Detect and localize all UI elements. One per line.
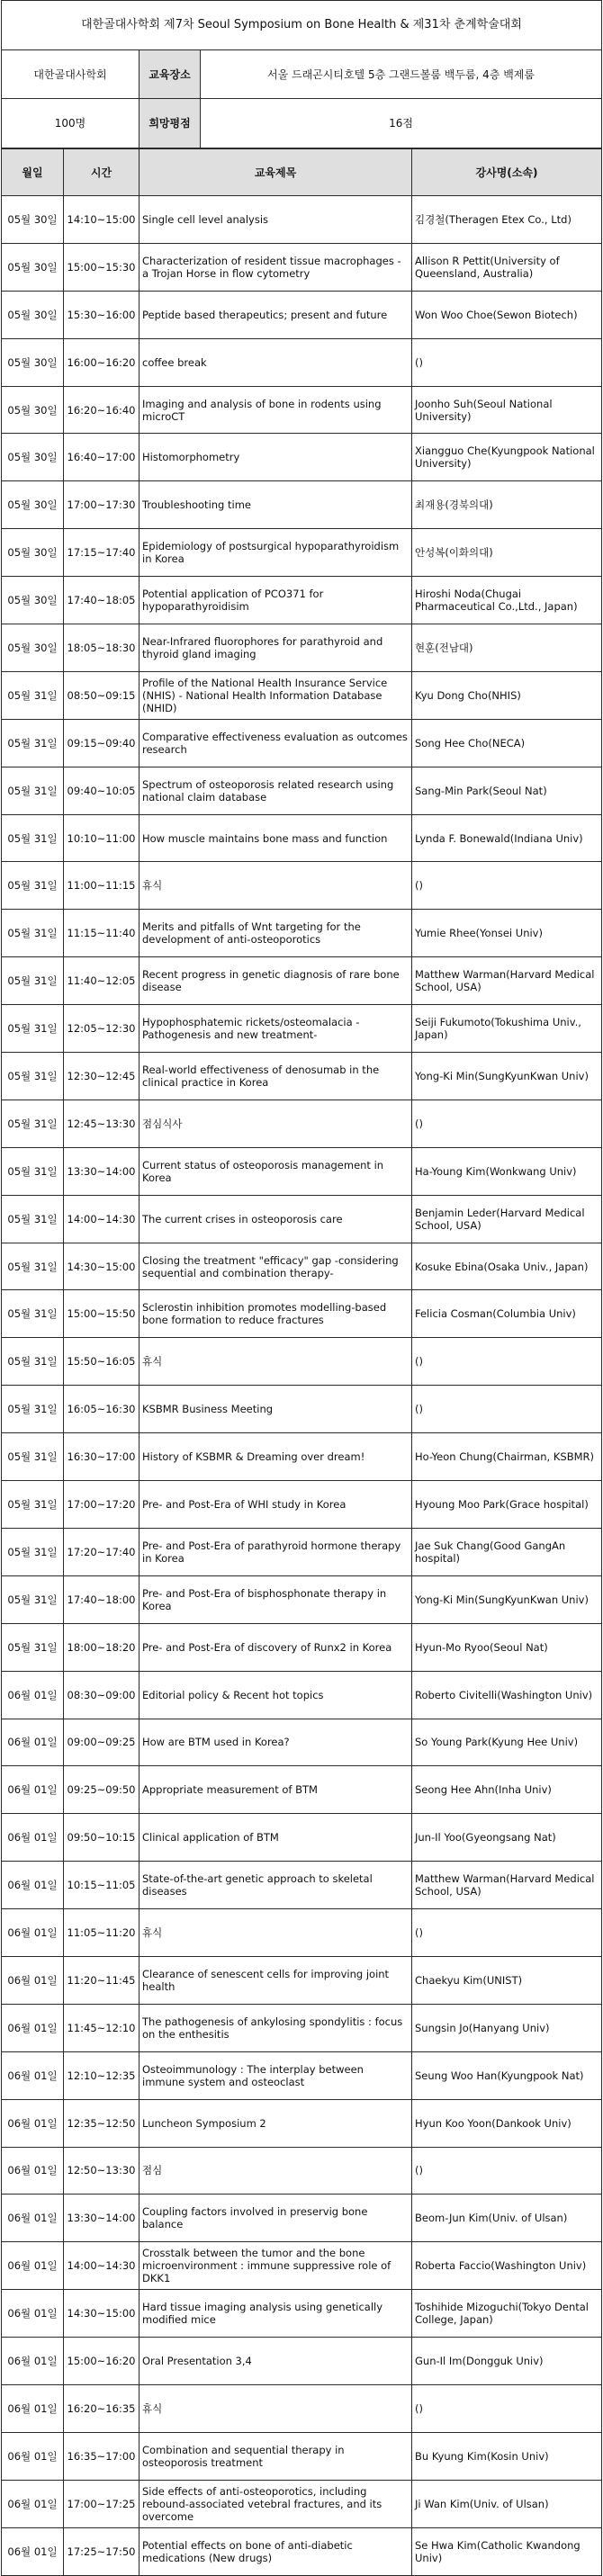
title-cell: 점심식사 [140,1100,412,1147]
table-row [2,2432,602,2480]
time-cell: 16:00~16:20 [64,338,140,386]
title-cell: Closing the treatment "efficacy" gap -considering sequential and combination therapy- [140,1243,412,1290]
title-cell: Editorial policy & Recent hot topics [140,1671,412,1719]
table-row [2,957,602,1005]
time-cell: 11:05~11:20 [64,1909,140,1957]
title-cell: How are BTM used in Korea? [140,1719,412,1766]
speaker-cell: Seung Woo Han(Kyungpook Nat) [412,2051,602,2099]
time-cell: 17:20~17:40 [64,1528,140,1575]
speaker-cell: () [412,2384,602,2432]
title-cell: Real-world effectiveness of denosumab in the clinical practice in Korea [140,1053,412,1100]
table-row [2,434,602,481]
table-row [2,910,602,957]
date-cell: 06월 01일 [2,2527,64,2575]
table-row [2,1671,602,1719]
title-cell: Profile of the National Health Insurance Service (NHIS) - National Health Information Database (NHID) [140,671,412,719]
time-cell: 15:30~16:00 [64,291,140,338]
title-cell: Clearance of senescent cells for improving joint health [140,1956,412,2004]
time-cell: 18:05~18:30 [64,624,140,672]
speaker-cell: 최재용(경북의대) [412,481,602,529]
table-row [2,2290,602,2338]
title-cell: 휴식 [140,862,412,910]
title-cell: Oral Presentation 3,4 [140,2338,412,2385]
time-cell: 12:30~12:45 [64,1053,140,1100]
date-cell: 05월 30일 [2,338,64,386]
capacity-cell: 100명 [2,99,140,148]
title-cell: coffee break [140,338,412,386]
title-cell: Near-Infrared fluorophores for parathyroid and thyroid gland imaging [140,624,412,672]
title-cell: Comparative effectiveness evaluation as outcomes research [140,719,412,767]
title-cell: Characterization of resident tissue macrophages - a Trojan Horse in flow cytometry [140,243,412,291]
table-row [2,1195,602,1243]
table-row [2,2051,602,2099]
speaker-cell: Bu Kyung Kim(Kosin Univ) [412,2432,602,2480]
venue-cell: 서울 드래곤시티호텔 5층 그랜드볼룸 백두룸, 4층 백제룸 [201,50,602,99]
date-cell: 06월 01일 [2,2384,64,2432]
date-cell: 05월 31일 [2,1433,64,1481]
speaker-cell: Roberta Faccio(Washington Univ) [412,2242,602,2290]
speaker-cell: 안성복(이화의대) [412,529,602,577]
title-cell: Pre- and Post-Era of bisphosphonate therapy in Korea [140,1575,412,1623]
table-row [2,1433,602,1481]
title-cell: Hypophosphatemic rickets/osteomalacia - Pathogenesis and new treatment- [140,1005,412,1053]
table-row [2,1909,602,1957]
time-cell: 11:45~12:10 [64,2004,140,2051]
date-cell: 05월 30일 [2,624,64,672]
time-cell: 17:40~18:00 [64,1575,140,1623]
education-sheet [1,0,601,2576]
speaker-cell: Allison R Pettit(University of Queensland, Australia) [412,243,602,291]
speaker-cell: Ji Wan Kim(Univ. of Ulsan) [412,2480,602,2527]
title-cell: Epidemiology of postsurgical hypoparathyroidism in Korea [140,529,412,577]
time-cell: 16:20~16:40 [64,386,140,434]
time-cell: 08:30~09:00 [64,1671,140,1719]
time-cell: 12:45~13:30 [64,1100,140,1147]
speaker-cell: Hyun Koo Yoon(Dankook Univ) [412,2099,602,2147]
title-cell: Hard tissue imaging analysis using genetically modified mice [140,2290,412,2338]
speaker-cell: Ho-Yeon Chung(Chairman, KSBMR) [412,1433,602,1481]
date-cell: 05월 30일 [2,434,64,481]
speaker-cell: Roberto Civitelli(Washington Univ) [412,1671,602,1719]
speaker-cell: Won Woo Choe(Sewon Biotech) [412,291,602,338]
speaker-cell: Sang-Min Park(Seoul Nat) [412,767,602,814]
speaker-cell: () [412,338,602,386]
speaker-cell: Seiji Fukumoto(Tokushima Univ., Japan) [412,1005,602,1053]
date-cell: 05월 31일 [2,1100,64,1147]
column-header-date: 월일 [2,149,64,196]
date-cell: 05월 31일 [2,1386,64,1433]
title-cell: Side effects of anti-osteoporotics, including rebound-associated vetebral fractures, and its overcome [140,2480,412,2527]
date-cell: 06월 01일 [2,2099,64,2147]
title-cell: Potential effects on bone of anti-diabetic medications (New drugs) [140,2527,412,2575]
date-cell: 05월 31일 [2,910,64,957]
date-cell: 05월 30일 [2,529,64,577]
title-cell: Current status of osteoporosis management in Korea [140,1147,412,1195]
date-cell: 05월 31일 [2,1290,64,1338]
speaker-cell: Hiroshi Noda(Chugai Pharmaceutical Co.,Ltd., Japan) [412,577,602,624]
date-cell: 05월 31일 [2,1243,64,1290]
table-row [2,2480,602,2527]
title-cell: Luncheon Symposium 2 [140,2099,412,2147]
time-cell: 14:00~14:30 [64,1195,140,1243]
speaker-cell: Kosuke Ebina(Osaka Univ., Japan) [412,1243,602,1290]
speaker-cell: Joonho Suh(Seoul National University) [412,386,602,434]
table-row [2,1338,602,1386]
speaker-cell: Sungsin Jo(Hanyang Univ) [412,2004,602,2051]
time-cell: 09:50~10:15 [64,1814,140,1862]
time-cell: 14:30~15:00 [64,2290,140,2338]
date-cell: 05월 31일 [2,1575,64,1623]
credit-label: 희망평점 [140,99,201,148]
speaker-cell: Seong Hee Ahn(Inha Univ) [412,1766,602,1814]
table-row [2,1528,602,1575]
table-row [2,2004,602,2051]
column-header-title: 교육제목 [140,149,412,196]
time-cell: 17:00~17:20 [64,1481,140,1529]
speaker-cell: () [412,862,602,910]
speaker-cell: () [412,1386,602,1433]
speaker-cell: Se Hwa Kim(Catholic Kwandong Univ) [412,2527,602,2575]
time-cell: 15:50~16:05 [64,1338,140,1386]
speaker-cell: Yong-Ki Min(SungKyunKwan Univ) [412,1053,602,1100]
time-cell: 14:10~15:00 [64,196,140,244]
speaker-cell: Ha-Young Kim(Wonkwang Univ) [412,1147,602,1195]
table-row [2,2147,602,2195]
speaker-cell: Toshihide Mizoguchi(Tokyo Dental College, Japan) [412,2290,602,2338]
table-row [2,2527,602,2575]
date-cell: 06월 01일 [2,2051,64,2099]
date-cell: 05월 30일 [2,481,64,529]
speaker-cell: Song Hee Cho(NECA) [412,719,602,767]
time-cell: 09:15~09:40 [64,719,140,767]
title-cell: Pre- and Post-Era of WHI study in Korea [140,1481,412,1529]
date-cell: 06월 01일 [2,2290,64,2338]
title-cell: 휴식 [140,1909,412,1957]
speaker-cell: Kyu Dong Cho(NHIS) [412,671,602,719]
table-row [2,624,602,672]
title-cell: Osteoimmunology : The interplay between immune system and osteoclast [140,2051,412,2099]
title-cell: Combination and sequential therapy in osteoporosis treatment [140,2432,412,2480]
table-row [2,386,602,434]
time-cell: 17:25~17:50 [64,2527,140,2575]
table-row [2,1243,602,1290]
table-row [2,719,602,767]
speaker-cell: Yong-Ki Min(SungKyunKwan Univ) [412,1575,602,1623]
title-cell: KSBMR Business Meeting [140,1386,412,1433]
table-row [2,1719,602,1766]
time-cell: 16:05~16:30 [64,1386,140,1433]
title-cell: Imaging and analysis of bone in rodents using microCT [140,386,412,434]
page-title: 대한골대사학회 제7차 Seoul Symposium on Bone Health & 제31차 춘계학술대회 [2,1,602,50]
table-row [2,529,602,577]
table-row [2,481,602,529]
table-row [2,862,602,910]
table-row [2,1956,602,2004]
time-cell: 08:50~09:15 [64,671,140,719]
date-cell: 06월 01일 [2,2195,64,2242]
table-row [2,1481,602,1529]
title-cell: Clinical application of BTM [140,1814,412,1862]
time-cell: 12:35~12:50 [64,2099,140,2147]
time-cell: 10:10~11:00 [64,814,140,862]
date-cell: 06월 01일 [2,1862,64,1909]
speaker-cell: Xiangguo Che(Kyungpook National University) [412,434,602,481]
date-cell: 05월 31일 [2,1195,64,1243]
time-cell: 17:15~17:40 [64,529,140,577]
date-cell: 06월 01일 [2,1956,64,2004]
time-cell: 16:20~16:35 [64,2384,140,2432]
date-cell: 06월 01일 [2,1909,64,1957]
time-cell: 13:30~14:00 [64,1147,140,1195]
title-cell: Appropriate measurement of BTM [140,1766,412,1814]
speaker-cell: Jae Suk Chang(Good GangAn hospital) [412,1528,602,1575]
table-row [2,338,602,386]
organizer-cell: 대한골대사학회 [2,50,140,99]
date-cell: 05월 30일 [2,243,64,291]
time-cell: 16:40~17:00 [64,434,140,481]
date-cell: 05월 31일 [2,957,64,1005]
date-cell: 06월 01일 [2,2432,64,2480]
time-cell: 13:30~14:00 [64,2195,140,2242]
time-cell: 11:00~11:15 [64,862,140,910]
date-cell: 06월 01일 [2,2242,64,2290]
speaker-cell: Yumie Rhee(Yonsei Univ) [412,910,602,957]
title-cell: Sclerostin inhibition promotes modelling-based bone formation to reduce fractures [140,1290,412,1338]
date-cell: 05월 31일 [2,719,64,767]
title-cell: Recent progress in genetic diagnosis of rare bone disease [140,957,412,1005]
date-cell: 05월 31일 [2,767,64,814]
date-cell: 06월 01일 [2,2480,64,2527]
time-cell: 12:50~13:30 [64,2147,140,2195]
time-cell: 09:00~09:25 [64,1719,140,1766]
speaker-cell: () [412,2147,602,2195]
date-cell: 05월 30일 [2,386,64,434]
time-cell: 11:20~11:45 [64,1956,140,2004]
time-cell: 09:25~09:50 [64,1766,140,1814]
speaker-cell: Chaekyu Kim(UNIST) [412,1956,602,2004]
date-cell: 06월 01일 [2,1766,64,1814]
time-cell: 18:00~18:20 [64,1623,140,1671]
date-cell: 05월 31일 [2,1338,64,1386]
time-cell: 15:00~15:50 [64,1290,140,1338]
schedule-table [1,148,602,2576]
date-cell: 05월 31일 [2,814,64,862]
date-cell: 06월 01일 [2,1814,64,1862]
time-cell: 14:30~15:00 [64,1243,140,1290]
column-header-time: 시간 [64,149,140,196]
speaker-cell: Jun-Il Yoo(Gyeongsang Nat) [412,1814,602,1862]
column-header-speaker: 강사명(소속) [412,149,602,196]
title-cell: How muscle maintains bone mass and function [140,814,412,862]
title-cell: Potential application of PCO371 for hypoparathyroidisim [140,577,412,624]
date-cell: 06월 01일 [2,2147,64,2195]
title-cell: Troubleshooting time [140,481,412,529]
title-cell: 점심 [140,2147,412,2195]
time-cell: 17:00~17:30 [64,481,140,529]
date-cell: 06월 01일 [2,1671,64,1719]
speaker-cell: Gun-Il Im(Dongguk Univ) [412,2338,602,2385]
table-row [2,1290,602,1338]
date-cell: 05월 30일 [2,196,64,244]
table-row [2,1100,602,1147]
time-cell: 14:00~14:30 [64,2242,140,2290]
speaker-cell: Matthew Warman(Harvard Medical School, USA) [412,957,602,1005]
time-cell: 15:00~15:30 [64,243,140,291]
table-row [2,1766,602,1814]
schedule-body [2,196,602,2576]
table-row [2,291,602,338]
title-cell: Histomorphometry [140,434,412,481]
title-cell: Merits and pitfalls of Wnt targeting for the development of anti-osteoporotics [140,910,412,957]
table-row [2,2195,602,2242]
date-cell: 05월 31일 [2,1528,64,1575]
time-cell: 12:05~12:30 [64,1005,140,1053]
table-row [2,196,602,244]
time-cell: 11:15~11:40 [64,910,140,957]
title-cell: 휴식 [140,1338,412,1386]
speaker-cell: () [412,1100,602,1147]
time-cell: 12:10~12:35 [64,2051,140,2099]
table-row [2,577,602,624]
table-row [2,243,602,291]
title-cell: Crosstalk between the tumor and the bone microenvironment : immune suppressive role of DKK1 [140,2242,412,2290]
date-cell: 06월 01일 [2,1719,64,1766]
title-cell: Peptide based therapeutics; present and future [140,291,412,338]
table-row [2,1623,602,1671]
table-row [2,671,602,719]
date-cell: 05월 30일 [2,577,64,624]
date-cell: 05월 31일 [2,671,64,719]
table-row [2,767,602,814]
date-cell: 06월 01일 [2,2338,64,2385]
time-cell: 09:40~10:05 [64,767,140,814]
table-row [2,1862,602,1909]
time-cell: 17:00~17:25 [64,2480,140,2527]
table-row [2,2242,602,2290]
speaker-cell: 김경철(Theragen Etex Co., Ltd) [412,196,602,244]
speaker-cell: () [412,1909,602,1957]
table-row [2,1053,602,1100]
speaker-cell: Hyoung Moo Park(Grace hospital) [412,1481,602,1529]
speaker-cell: Felicia Cosman(Columbia Univ) [412,1290,602,1338]
time-cell: 15:00~16:20 [64,2338,140,2385]
time-cell: 16:35~17:00 [64,2432,140,2480]
date-cell: 05월 31일 [2,1005,64,1053]
table-row [2,1386,602,1433]
title-cell: The pathogenesis of ankylosing spondylitis : focus on the enthesitis [140,2004,412,2051]
speaker-cell: () [412,1338,602,1386]
credits-cell: 16점 [201,99,602,148]
title-cell: Single cell level analysis [140,196,412,244]
table-row [2,1814,602,1862]
title-cell: State-of-the-art genetic approach to skeletal diseases [140,1862,412,1909]
time-cell: 17:40~18:05 [64,577,140,624]
date-cell: 05월 31일 [2,1481,64,1529]
title-cell: Coupling factors involved in preservig bone balance [140,2195,412,2242]
title-cell: The current crises in osteoporosis care [140,1195,412,1243]
venue-label: 교육장소 [140,50,201,99]
table-row [2,814,602,862]
speaker-cell: Lynda F. Bonewald(Indiana Univ) [412,814,602,862]
date-cell: 05월 30일 [2,291,64,338]
date-cell: 05월 31일 [2,1147,64,1195]
speaker-cell: Beom-Jun Kim(Univ. of Ulsan) [412,2195,602,2242]
time-cell: 16:30~17:00 [64,1433,140,1481]
table-row [2,2384,602,2432]
title-cell: Spectrum of osteoporosis related research using national claim database [140,767,412,814]
table-row [2,1005,602,1053]
date-cell: 05월 31일 [2,862,64,910]
speaker-cell: Matthew Warman(Harvard Medical School, USA) [412,1862,602,1909]
table-row [2,2338,602,2385]
title-cell: Pre- and Post-Era of discovery of Runx2 in Korea [140,1623,412,1671]
date-cell: 05월 31일 [2,1053,64,1100]
speaker-cell: Benjamin Leder(Harvard Medical School, USA) [412,1195,602,1243]
time-cell: 11:40~12:05 [64,957,140,1005]
title-cell: History of KSBMR & Dreaming over dream! [140,1433,412,1481]
date-cell: 05월 31일 [2,1623,64,1671]
speaker-cell: So Young Park(Kyung Hee Univ) [412,1719,602,1766]
title-cell: 휴식 [140,2384,412,2432]
table-row [2,1575,602,1623]
date-cell: 06월 01일 [2,2004,64,2051]
header-table [1,0,602,148]
title-cell: Pre- and Post-Era of parathyroid hormone therapy in Korea [140,1528,412,1575]
table-row [2,2099,602,2147]
speaker-cell: Hyun-Mo Ryoo(Seoul Nat) [412,1623,602,1671]
time-cell: 10:15~11:05 [64,1862,140,1909]
speaker-cell: 현훈(전남대) [412,624,602,672]
table-row [2,1147,602,1195]
